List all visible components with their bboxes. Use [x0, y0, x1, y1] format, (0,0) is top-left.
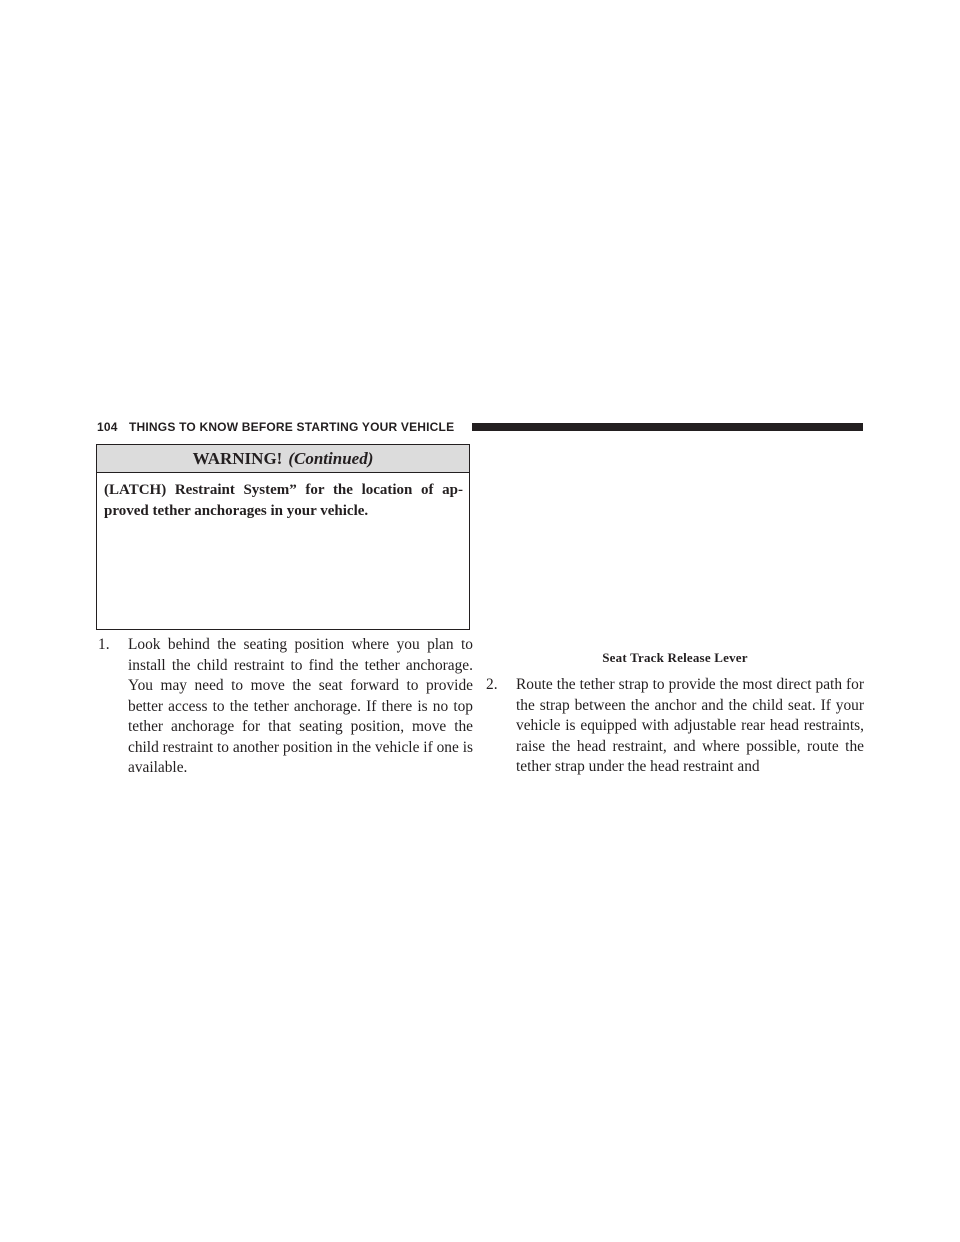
step-list-left [98, 635, 473, 779]
seat-track-figure [486, 444, 864, 656]
page-header [97, 419, 863, 435]
step-text: Route the tether strap to provide the most direct path for the strap between the anchor and the child seat. If your vehicle is equipped with adjustable rear head restraints, raise the head restraint, and where possible, route the tether strap under the head restraint and [516, 676, 864, 775]
list-item [486, 675, 864, 778]
step-number: 2. [486, 676, 498, 693]
figure-caption: Seat Track Release Lever [602, 650, 748, 665]
header-rule [472, 423, 863, 431]
warning-text: (LATCH) Restraint System” for the location of ap- proved tether anchorages in your vehicle. [104, 482, 463, 519]
step-text: Look behind the seating position where you plan to install the child restraint to find the tether anchorage. You may need to move the seat forward to provide better access to the tether anchorage. If there is no top tether anchorage for that seating position, move the child restraint to another position in the vehicle if one is available. [128, 636, 473, 776]
step-list-right [486, 675, 864, 778]
warning-title: WARNING! [192, 449, 283, 468]
page-number: 104 [97, 420, 118, 434]
list-item [98, 635, 473, 779]
warning-continued: (Continued) [288, 449, 374, 468]
step-number: 1. [98, 636, 110, 653]
warning-header [97, 445, 469, 473]
section-title: THINGS TO KNOW BEFORE STARTING YOUR VEHICLE [129, 420, 455, 434]
warning-box [96, 444, 470, 630]
